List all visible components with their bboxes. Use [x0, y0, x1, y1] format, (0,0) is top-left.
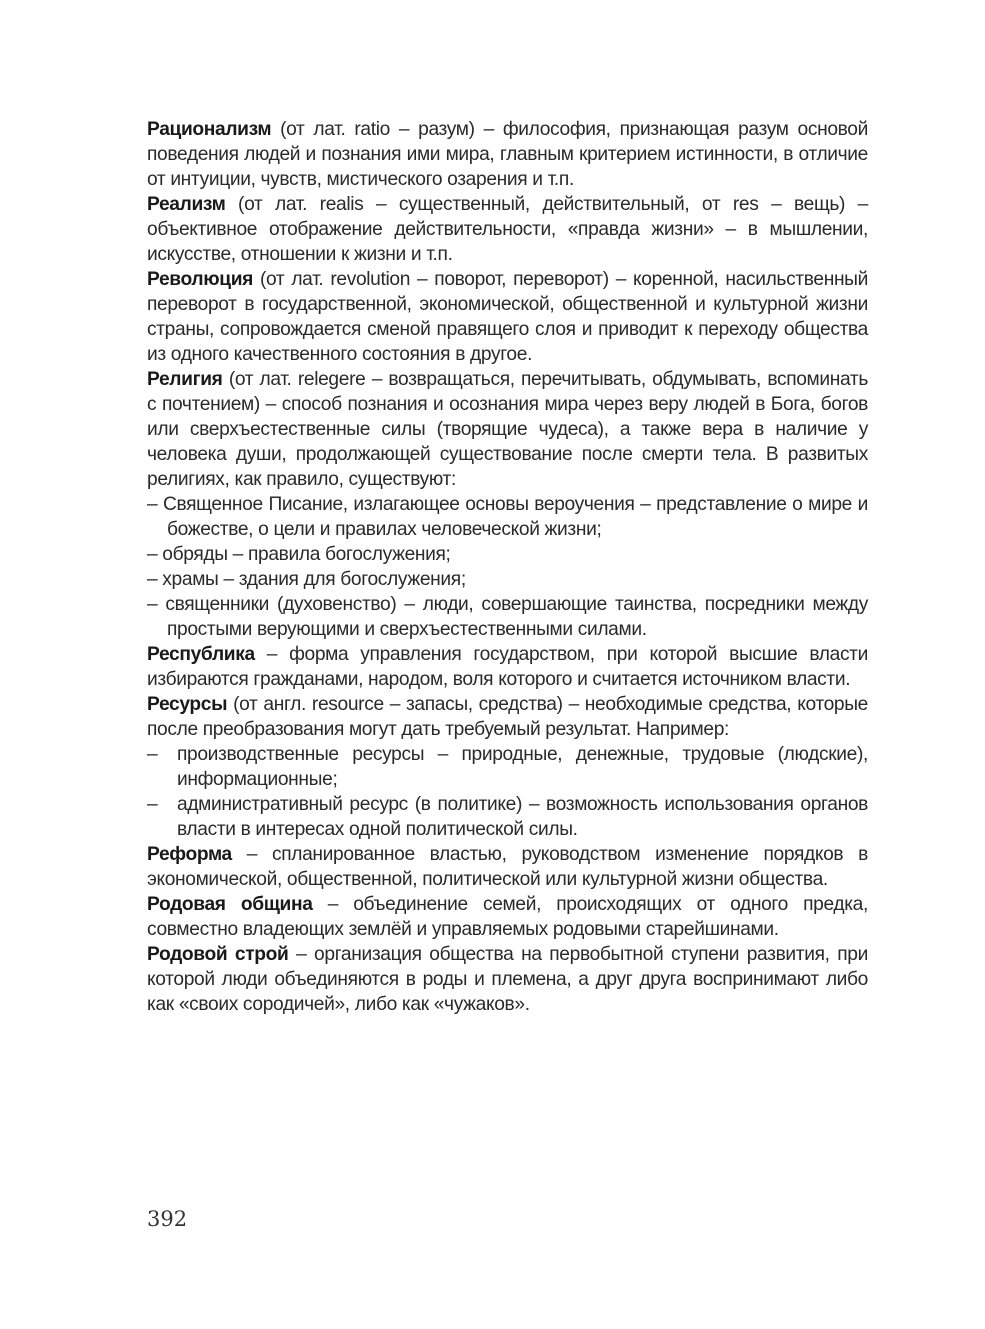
definition: – объединение семей, происходящих от одного предка, совместно владеющих землёй и управляемых родовыми старейшинами. — [147, 894, 868, 940]
dash: – — [147, 794, 158, 815]
definition: (от лат. relegere – возвращаться, перечитывать, обдумывать, вспоминать с почтением) – способ познания и осознания мира через веру людей в Бога, богов или сверхъестественные силы (творящие чудеса), а также вера в наличие у человека души, продолжающей существование после смерти тела. В развитых религиях, как правило, существуют: — [147, 369, 868, 490]
term: Рационализм — [147, 119, 272, 140]
list-item — [147, 792, 868, 842]
definition: (от англ. resource – запасы, средства) – необходимые средства, которые после преобразования могут дать требуемый результат. Например: — [147, 694, 868, 740]
entry-religion — [147, 367, 868, 492]
list-item-text: административный ресурс (в политике) – возможность использования органов власти в интересах одной политической силы. — [177, 794, 868, 840]
entry-rationalism — [147, 117, 868, 192]
dash: – — [147, 744, 158, 765]
entry-resources — [147, 692, 868, 742]
religion-list — [147, 492, 868, 642]
page-body — [147, 117, 868, 1017]
term: Реформа — [147, 844, 232, 865]
definition: – форма управления государством, при которой высшие власти избираются гражданами, народом, воля которого и считается источником власти. — [147, 644, 868, 690]
term: Реализм — [147, 194, 226, 215]
list-item-text: производственные ресурсы – природные, денежные, трудовые (людские), информационные; — [177, 744, 868, 790]
list-item: – Священное Писание, излагающее основы вероучения – представление о мире и божестве, о цели и правилах человеческой жизни; — [147, 494, 868, 540]
term: Республика — [147, 644, 255, 665]
list-item: – храмы – здания для богослужения; — [147, 569, 466, 590]
definition: (от лат. ratio – разум) – философия, признающая разум основой поведения людей и познания ими мира, главным критерием истинности, в отличие от интуиции, чувств, мистического озарения и т.п. — [147, 119, 868, 190]
definition: – спланированное властью, руководством изменение порядков в экономической, общественной, политической или культурной жизни общества. — [147, 844, 868, 890]
term: Революция — [147, 269, 253, 290]
term: Религия — [147, 369, 223, 390]
list-item: – священники (духовенство) – люди, совершающие таинства, посредники между простыми верующими и сверхъестественными силами. — [147, 594, 868, 640]
entry-clan-system — [147, 942, 868, 1017]
list-item: – обряды – правила богослужения; — [147, 544, 451, 565]
definition: (от лат. revolution – поворот, переворот) – коренной, насильственный переворот в государственной, экономической, общественной и культурной жизни страны, сопровождается сменой правящего слоя и приводит к переходу общества из одного качественного состояния в другое. — [147, 269, 868, 365]
entry-revolution — [147, 267, 868, 367]
term: Родовой строй — [147, 944, 289, 965]
resources-list — [147, 742, 868, 842]
entry-clan-community — [147, 892, 868, 942]
page-number: 392 — [147, 1207, 188, 1231]
entry-republic — [147, 642, 868, 692]
definition: (от лат. realis – существенный, действительный, от res – вещь) – объективное отображение действительности, «правда жизни» – в мышлении, искусстве, отношении к жизни и т.п. — [147, 194, 868, 265]
definition: – организация общества на первобытной ступени развития, при которой люди объединяются в роды и племена, а друг друга воспринимают либо как «своих сородичей», либо как «чужаков». — [147, 944, 868, 1015]
entry-realism — [147, 192, 868, 267]
term: Ресурсы — [147, 694, 228, 715]
term: Родовая община — [147, 894, 313, 915]
entry-reform — [147, 842, 868, 892]
list-item — [147, 742, 868, 792]
